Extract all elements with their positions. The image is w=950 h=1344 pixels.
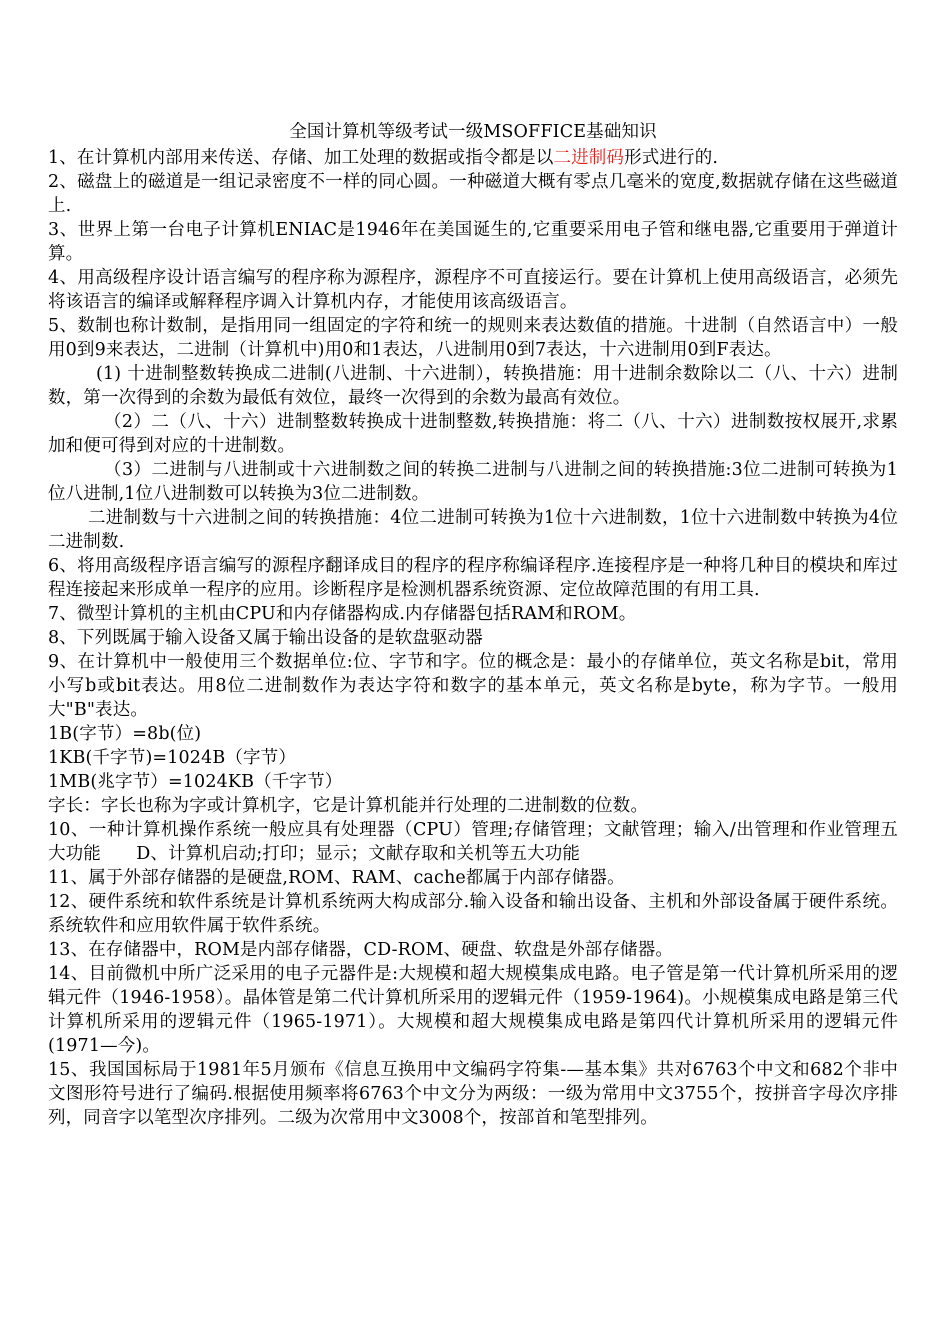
paragraph-1-text-a: 1、在计算机内部用来传送、存储、加工处理的数据或指令都是以 bbox=[48, 148, 554, 168]
document-title: 全国计算机等级考试一级MSOFFICE基础知识 bbox=[289, 122, 657, 142]
paragraph-9: 9、在计算机中一般使用三个数据单位:位、字节和字。位的概念是：最小的存储单位，英文名称是bit，常用小写b或bit表达。用8位二进制数作为表达字符和数字的基本单元，英文名称是byte，称为字节。一般用大"B"表达。 bbox=[48, 652, 898, 720]
paragraph-12: 12、硬件系统和软件系统是计算机系统两大构成部分.输入设备和输出设备、主机和外部设备属于硬件系统。系统软件和应用软件属于软件系统。 bbox=[48, 892, 898, 936]
unit-line-2: 1KB(千字节)=1024B（字节） bbox=[48, 748, 296, 768]
paragraph-6: 6、将用高级程序语言编写的源程序翻译成目的程序的程序称编译程序.连接程序是一种将几种目的模块和库过程连接起来形成单一程序的应用。诊断程序是检测机器系统资源、定位故障范围的有用工具. bbox=[48, 556, 898, 600]
paragraph-13: 13、在存储器中，ROM是内部存储器，CD-ROM、硬盘、软盘是外部存储器。 bbox=[48, 940, 674, 960]
paragraph-7: 7、微型计算机的主机由CPU和内存储器构成.内存储器包括RAM和ROM。 bbox=[48, 604, 637, 624]
paragraph-11: 11、属于外部存储器的是硬盘,ROM、RAM、cache都属于内部存储器。 bbox=[48, 868, 625, 888]
unit-line-3: 1MB(兆字节）=1024KB（千字节） bbox=[48, 772, 343, 792]
paragraph-8: 8、下列既属于输入设备又属于输出设备的是软盘驱动器 bbox=[48, 628, 483, 648]
paragraph-5-item-4: 二进制数与十六进制之间的转换措施：4位二进制可转换为1位十六进制数，1位十六进制数中转换为4位二进制数. bbox=[48, 508, 898, 552]
paragraph-10: 10、一种计算机操作系统一般应具有处理器（CPU）管理;存储管理；文献管理；输入/出管理和作业管理五大功能 D、计算机启动;打印；显示；文献存取和关机等五大功能 bbox=[48, 820, 898, 864]
paragraph-1 bbox=[48, 146, 898, 170]
paragraph-5-item-1: (1) 十进制整数转换成二进制(八进制、十六进制），转换措施：用十进制余数除以二（八、十六）进制数，第一次得到的余数为最低有效位，最终一次得到的余数为最高有效位。 bbox=[48, 364, 898, 408]
paragraph-5-item-3: （3）二进制与八进制或十六进制数之间的转换二进制与八进制之间的转换措施:3位二进制可转换为1位八进制,1位八进制数可以转换为3位二进制数。 bbox=[48, 460, 898, 504]
document-page bbox=[48, 120, 898, 1130]
unit-line-1: 1B(字节）=8b(位) bbox=[48, 724, 202, 744]
paragraph-5-item-2: （2）二（八、十六）进制整数转换成十进制整数,转换措施：将二（八、十六）进制数按权展开,求累加和便可得到对应的十进制数。 bbox=[48, 412, 898, 456]
highlight-binary-code: 二进制码 bbox=[553, 148, 625, 168]
paragraph-2: 2、磁盘上的磁道是一组记录密度不一样的同心圆。一种磁道大概有零点几毫米的宽度,数据就存储在这些磁道上. bbox=[48, 172, 898, 216]
paragraph-word-length: 字长：字长也称为字或计算机字，它是计算机能并行处理的二进制数的位数。 bbox=[48, 796, 649, 816]
paragraph-4: 4、用高级程序设计语言编写的程序称为源程序，源程序不可直接运行。要在计算机上使用高级语言，必须先将该语言的编译或解释程序调入计算机内存，才能使用该高级语言。 bbox=[48, 268, 898, 312]
paragraph-1-text-b: 形式进行的. bbox=[624, 148, 719, 168]
paragraph-15: 15、我国国标局于1981年5月颁布《信息互换用中文编码字符集-—基本集》共对6763个中文和682个非中文图形符号进行了编码.根据使用频率将6763个中文分为两级：一级为常用中文3755个，按拼音字母次序排列，同音字以笔型次序排列。二级为次常用中文3008个，按部首和笔型排列。 bbox=[48, 1060, 898, 1128]
paragraph-3: 3、世界上第一台电子计算机ENIAC是1946年在美国诞生的,它重要采用电子管和继电器,它重要用于弹道计算。 bbox=[48, 220, 898, 264]
paragraph-5: 5、数制也称计数制，是指用同一组固定的字符和统一的规则来表达数值的措施。十进制（自然语言中）一般用0到9来表达，二进制（计算机中)用0和1表达，八进制用0到7表达，十六进制用0到F表达。 bbox=[48, 316, 898, 360]
paragraph-14: 14、目前微机中所广泛采用的电子元器件是:大规模和超大规模集成电路。电子管是第一代计算机所采用的逻辑元件（1946-1958）。晶体管是第二代计算机所采用的逻辑元件（1959-1964)。小规模集成电路是第三代计算机所采用的逻辑元件（1965-1971）。大规模和超大规模集成电路是第四代计算机所采用的逻辑元件(1971—今)。 bbox=[48, 964, 898, 1056]
